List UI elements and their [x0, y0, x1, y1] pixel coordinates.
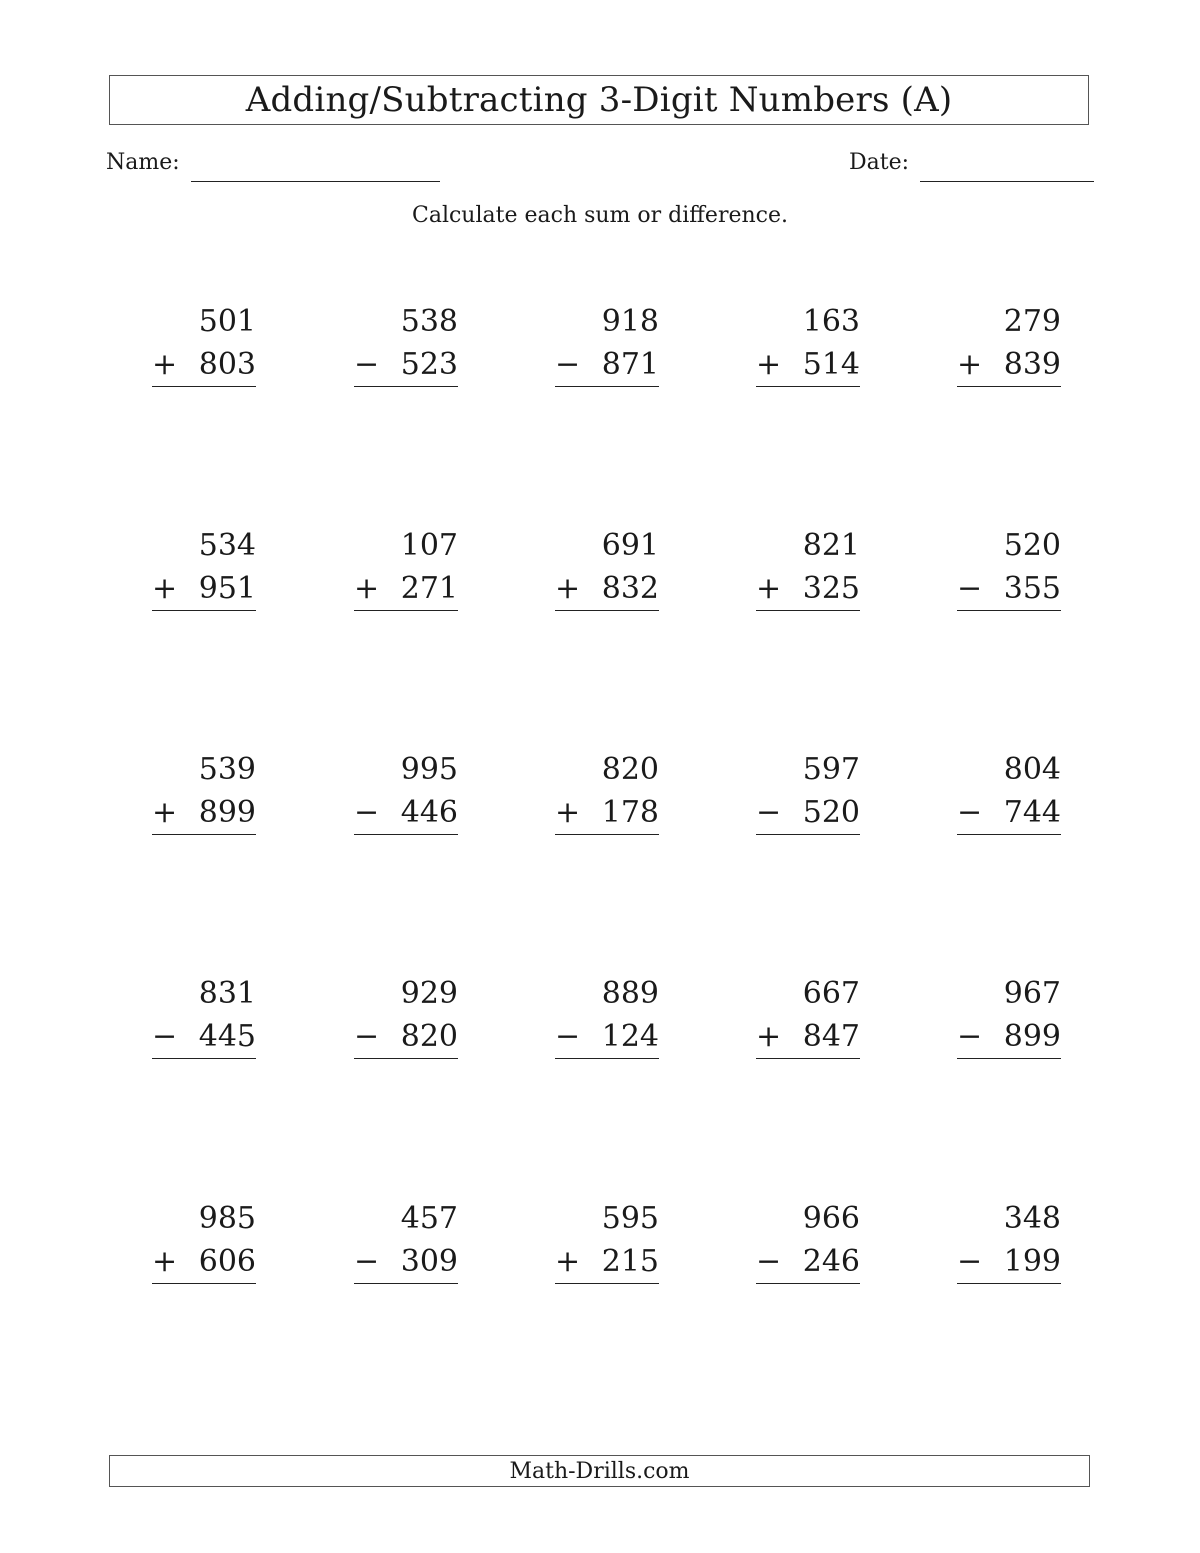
problem-bottom-row — [354, 1241, 458, 1284]
footer — [109, 1455, 1090, 1487]
problem-operator: − — [957, 571, 983, 606]
problem-top-number: 929 — [400, 976, 458, 1011]
problem — [957, 972, 1061, 1059]
date-label: Date: — [849, 150, 910, 175]
problem-top-number: 820 — [601, 752, 659, 787]
problem-bottom-number: 446 — [400, 795, 458, 830]
instructions: Calculate each sum or difference. — [412, 203, 788, 228]
footer-text: Math-Drills.com — [509, 1458, 690, 1484]
title-text: Adding/Subtracting 3-Digit Numbers (A) — [245, 80, 953, 120]
problem-bottom-row — [957, 1016, 1061, 1059]
problem-bottom-row — [354, 344, 458, 387]
problem-operator: + — [555, 571, 581, 606]
problem — [152, 300, 256, 387]
problem-top-number: 538 — [400, 304, 458, 339]
problem-bottom-number: 215 — [601, 1244, 659, 1279]
problem-bottom-row — [152, 1241, 256, 1284]
problem-operator: − — [957, 795, 983, 830]
problem-top-number: 667 — [802, 976, 860, 1011]
problem-bottom-row — [354, 1016, 458, 1059]
name-label: Name: — [106, 150, 180, 175]
problem-bottom-number: 178 — [601, 795, 659, 830]
problem-bottom-number: 124 — [601, 1019, 659, 1054]
problem — [555, 524, 659, 611]
problem-bottom-row — [555, 568, 659, 611]
problem-operator: + — [152, 571, 178, 606]
problem-operator: + — [354, 571, 380, 606]
problem-bottom-number: 847 — [802, 1019, 860, 1054]
problem-top-number: 691 — [601, 528, 659, 563]
problem — [152, 972, 256, 1059]
problem — [152, 748, 256, 835]
problem — [354, 748, 458, 835]
problem — [957, 748, 1061, 835]
problem-top-number: 967 — [1003, 976, 1061, 1011]
date-blank-line — [920, 181, 1094, 182]
problem — [555, 1197, 659, 1284]
problem-top-number: 457 — [400, 1201, 458, 1236]
problem-operator: − — [555, 347, 581, 382]
problem-operator: − — [756, 1244, 782, 1279]
problem — [152, 524, 256, 611]
problem — [354, 972, 458, 1059]
problem-bottom-number: 832 — [601, 571, 659, 606]
problem-bottom-number: 899 — [1003, 1019, 1061, 1054]
problem — [354, 300, 458, 387]
problem-bottom-number: 871 — [601, 347, 659, 382]
problem-bottom-row — [957, 792, 1061, 835]
problem-bottom-row — [152, 792, 256, 835]
problem — [957, 300, 1061, 387]
problem-top-number: 501 — [198, 304, 256, 339]
problem — [555, 972, 659, 1059]
problem-bottom-number: 309 — [400, 1244, 458, 1279]
problem-top-number: 534 — [198, 528, 256, 563]
problem-bottom-row — [555, 792, 659, 835]
problem-top-number: 520 — [1003, 528, 1061, 563]
problem-operator: − — [957, 1244, 983, 1279]
problem-top-number: 985 — [198, 1201, 256, 1236]
problem-top-number: 279 — [1003, 304, 1061, 339]
problem-bottom-number: 271 — [400, 571, 458, 606]
problem-bottom-row — [152, 344, 256, 387]
problem-bottom-number: 246 — [802, 1244, 860, 1279]
problem-bottom-row — [756, 568, 860, 611]
problem-operator: + — [756, 571, 782, 606]
problem — [756, 748, 860, 835]
problem-bottom-number: 899 — [198, 795, 256, 830]
problem-operator: + — [555, 1244, 581, 1279]
problem-top-number: 821 — [802, 528, 860, 563]
problem — [756, 1197, 860, 1284]
problem-top-number: 348 — [1003, 1201, 1061, 1236]
problem-bottom-row — [555, 1241, 659, 1284]
problem-top-number: 804 — [1003, 752, 1061, 787]
problem-bottom-number: 839 — [1003, 347, 1061, 382]
problem-operator: − — [756, 795, 782, 830]
problem-operator: − — [555, 1019, 581, 1054]
problem-top-number: 831 — [198, 976, 256, 1011]
problem — [152, 1197, 256, 1284]
problem — [756, 300, 860, 387]
problem-bottom-row — [152, 1016, 256, 1059]
problem-operator: + — [957, 347, 983, 382]
problem-bottom-number: 951 — [198, 571, 256, 606]
problem — [756, 972, 860, 1059]
problem-operator: + — [152, 795, 178, 830]
problem — [555, 300, 659, 387]
problem-bottom-number: 325 — [802, 571, 860, 606]
problem-bottom-row — [555, 1016, 659, 1059]
problem-bottom-number: 606 — [198, 1244, 256, 1279]
problem-top-number: 918 — [601, 304, 659, 339]
problem-bottom-number: 820 — [400, 1019, 458, 1054]
problem-bottom-number: 520 — [802, 795, 860, 830]
problem-bottom-row — [354, 792, 458, 835]
problem-top-number: 889 — [601, 976, 659, 1011]
problem-bottom-row — [756, 1241, 860, 1284]
worksheet-title — [109, 75, 1089, 125]
problem-operator: + — [152, 347, 178, 382]
problem — [555, 748, 659, 835]
problem-operator: − — [354, 1019, 380, 1054]
problem-bottom-number: 744 — [1003, 795, 1061, 830]
problem-operator: − — [354, 1244, 380, 1279]
problem-bottom-row — [957, 1241, 1061, 1284]
name-blank-line — [191, 181, 440, 182]
problem — [957, 1197, 1061, 1284]
problem-bottom-row — [756, 792, 860, 835]
problem-top-number: 966 — [802, 1201, 860, 1236]
problem-top-number: 107 — [400, 528, 458, 563]
problem-top-number: 539 — [198, 752, 256, 787]
problem-bottom-number: 355 — [1003, 571, 1061, 606]
problem-bottom-row — [152, 568, 256, 611]
problem-operator: − — [957, 1019, 983, 1054]
problem-operator: + — [152, 1244, 178, 1279]
problem-operator: − — [152, 1019, 178, 1054]
problem-bottom-row — [354, 568, 458, 611]
problem-bottom-row — [957, 344, 1061, 387]
problem-operator: − — [354, 347, 380, 382]
problem-bottom-row — [756, 1016, 860, 1059]
problem-bottom-number: 445 — [198, 1019, 256, 1054]
problem — [354, 1197, 458, 1284]
problem-bottom-number: 523 — [400, 347, 458, 382]
problem-top-number: 597 — [802, 752, 860, 787]
problem-bottom-row — [555, 344, 659, 387]
problem-top-number: 995 — [400, 752, 458, 787]
problem-operator: − — [354, 795, 380, 830]
problem — [756, 524, 860, 611]
problem-top-number: 595 — [601, 1201, 659, 1236]
problem-bottom-row — [756, 344, 860, 387]
problem-bottom-number: 199 — [1003, 1244, 1061, 1279]
problem-operator: + — [756, 1019, 782, 1054]
problem-bottom-number: 514 — [802, 347, 860, 382]
problem-operator: + — [555, 795, 581, 830]
problem-operator: + — [756, 347, 782, 382]
problem — [957, 524, 1061, 611]
problem-bottom-row — [957, 568, 1061, 611]
problem — [354, 524, 458, 611]
problem-top-number: 163 — [802, 304, 860, 339]
problem-bottom-number: 803 — [198, 347, 256, 382]
